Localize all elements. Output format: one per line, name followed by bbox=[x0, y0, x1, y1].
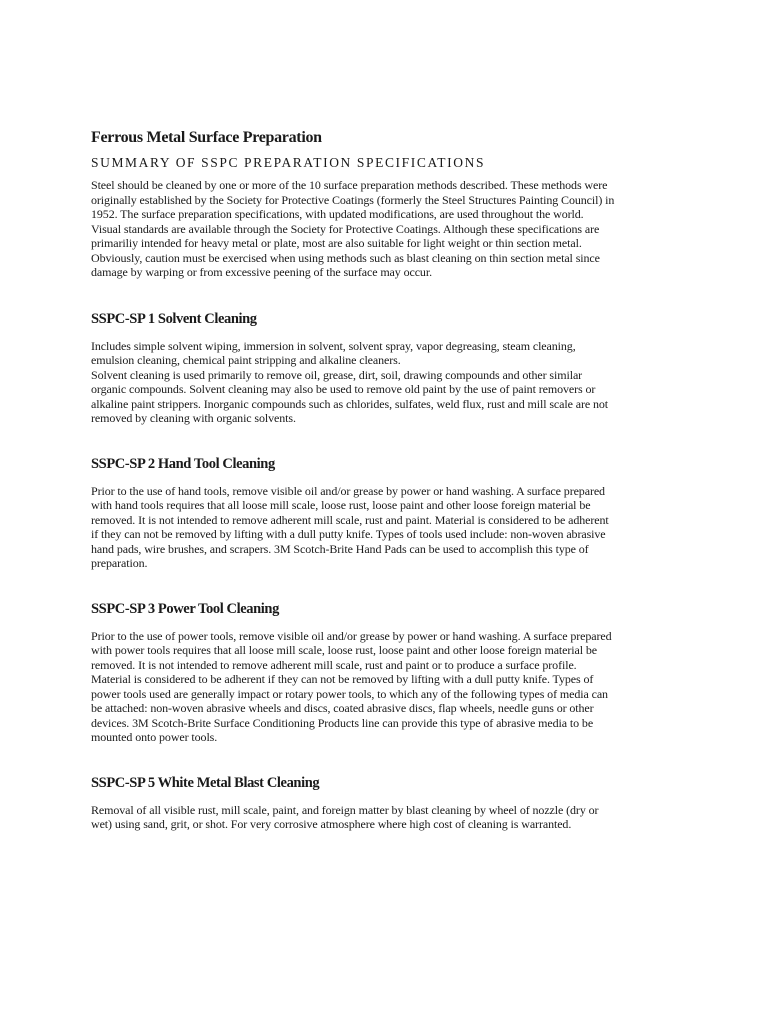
section-line: removed. It is not intended to remove adherent mill scale, rust and paint or to produce a surface profile. bbox=[91, 657, 577, 672]
section-sp3 bbox=[91, 600, 691, 745]
section-line: mounted onto power tools. bbox=[91, 730, 218, 744]
section-line: with power tools requires that all loose mill scale, loose rust, loose paint and other loose foreign material be bbox=[91, 643, 598, 657]
section-line: Solvent cleaning is used primarily to remove oil, grease, dirt, soil, drawing compounds and other similar bbox=[91, 367, 583, 382]
section-paragraph bbox=[91, 629, 691, 745]
section-line: preparation. bbox=[91, 556, 148, 570]
document-page bbox=[91, 128, 691, 832]
section-paragraph bbox=[91, 803, 691, 832]
document-subtitle: SUMMARY OF SSPC PREPARATION SPECIFICATIONS bbox=[91, 155, 486, 170]
section-line: hand pads, wire brushes, and scrapers. 3M Scotch-Brite Hand Pads can be used to accomplish this type of bbox=[91, 541, 589, 556]
section-line: Material is considered to be adherent if they can not be removed by lifting with a dull putty knife. Types of bbox=[91, 672, 594, 686]
section-paragraph bbox=[91, 339, 691, 426]
section-line: removed by cleaning with organic solvents. bbox=[91, 411, 296, 425]
section-line: Removal of all visible rust, mill scale, paint, and foreign matter by blast cleaning by wheel of nozzle (dry or bbox=[91, 802, 599, 817]
intro-line: Steel should be cleaned by one or more of the 10 surface preparation methods described. These methods were bbox=[91, 178, 608, 192]
section-line: Includes simple solvent wiping, immersion in solvent, solvent spray, vapor degreasing, steam cleaning, bbox=[91, 338, 576, 353]
intro-line: originally established by the Society for Protective Coatings (formerly the Steel Structures Painting Council) in bbox=[91, 192, 615, 207]
section-line: emulsion cleaning, chemical paint stripping and alkaline cleaners. bbox=[91, 353, 401, 367]
section-heading: SSPC-SP 5 White Metal Blast Cleaning bbox=[91, 774, 320, 791]
section-heading: SSPC-SP 2 Hand Tool Cleaning bbox=[91, 455, 275, 472]
section-sp2 bbox=[91, 455, 691, 571]
section-sp5 bbox=[91, 774, 691, 832]
intro-line: 1952. The surface preparation specifications, with updated modifications, are used throughout the world. bbox=[91, 207, 584, 221]
section-line: if they can not be removed by lifting with a dull putty knife. Types of tools used include: non-woven abrasive bbox=[91, 527, 606, 541]
intro-line: Obviously, caution must be exercised when using methods such as blast cleaning on thin section metal since bbox=[91, 250, 600, 265]
section-line: power tools used are generally impact or rotary power tools, to which any of the following types of media can bbox=[91, 686, 608, 701]
document-title: Ferrous Metal Surface Preparation bbox=[91, 129, 322, 146]
section-paragraph bbox=[91, 484, 691, 571]
section-line: alkaline paint strippers. Inorganic compounds such as chlorides, sulfates, weld flux, rust and mill scale are not bbox=[91, 396, 609, 411]
section-heading: SSPC-SP 3 Power Tool Cleaning bbox=[91, 600, 279, 617]
section-line: Prior to the use of hand tools, remove visible oil and/or grease by power or hand washing. A surface prepared bbox=[91, 483, 605, 498]
section-line: wet) using sand, grit, or shot. For very corrosive atmosphere where high cost of cleaning is warranted. bbox=[91, 817, 572, 831]
intro-line: damage by warping or from excessive peening of the surface may occur. bbox=[91, 265, 432, 279]
intro-line: primariliy intended for heavy metal or plate, most are also suitable for light weight or thin section metal. bbox=[91, 236, 582, 250]
intro-paragraph bbox=[91, 178, 691, 280]
section-line: organic compounds. Solvent cleaning may also be used to remove old paint by the use of paint removers or bbox=[91, 382, 596, 396]
section-line: Prior to the use of power tools, remove visible oil and/or grease by power or hand washing. A surface prepared bbox=[91, 628, 612, 643]
section-line: with hand tools requires that all loose mill scale, loose rust, loose paint and other loose foreign material be bbox=[91, 498, 591, 512]
section-sp1 bbox=[91, 310, 691, 426]
section-line: removed. It is not intended to remove adherent mill scale, rust and paint. Material is considered to be adherent bbox=[91, 512, 609, 527]
section-heading: SSPC-SP 1 Solvent Cleaning bbox=[91, 310, 257, 327]
section-line: be attached: non-woven abrasive wheels and discs, coated abrasive discs, flap wheels, needle guns or other bbox=[91, 701, 594, 715]
section-line: devices. 3M Scotch-Brite Surface Conditioning Products line can provide this type of abrasive media to be bbox=[91, 715, 594, 730]
intro-line: Visual standards are available through the Society for Protective Coatings. Although these specifications are bbox=[91, 221, 600, 236]
